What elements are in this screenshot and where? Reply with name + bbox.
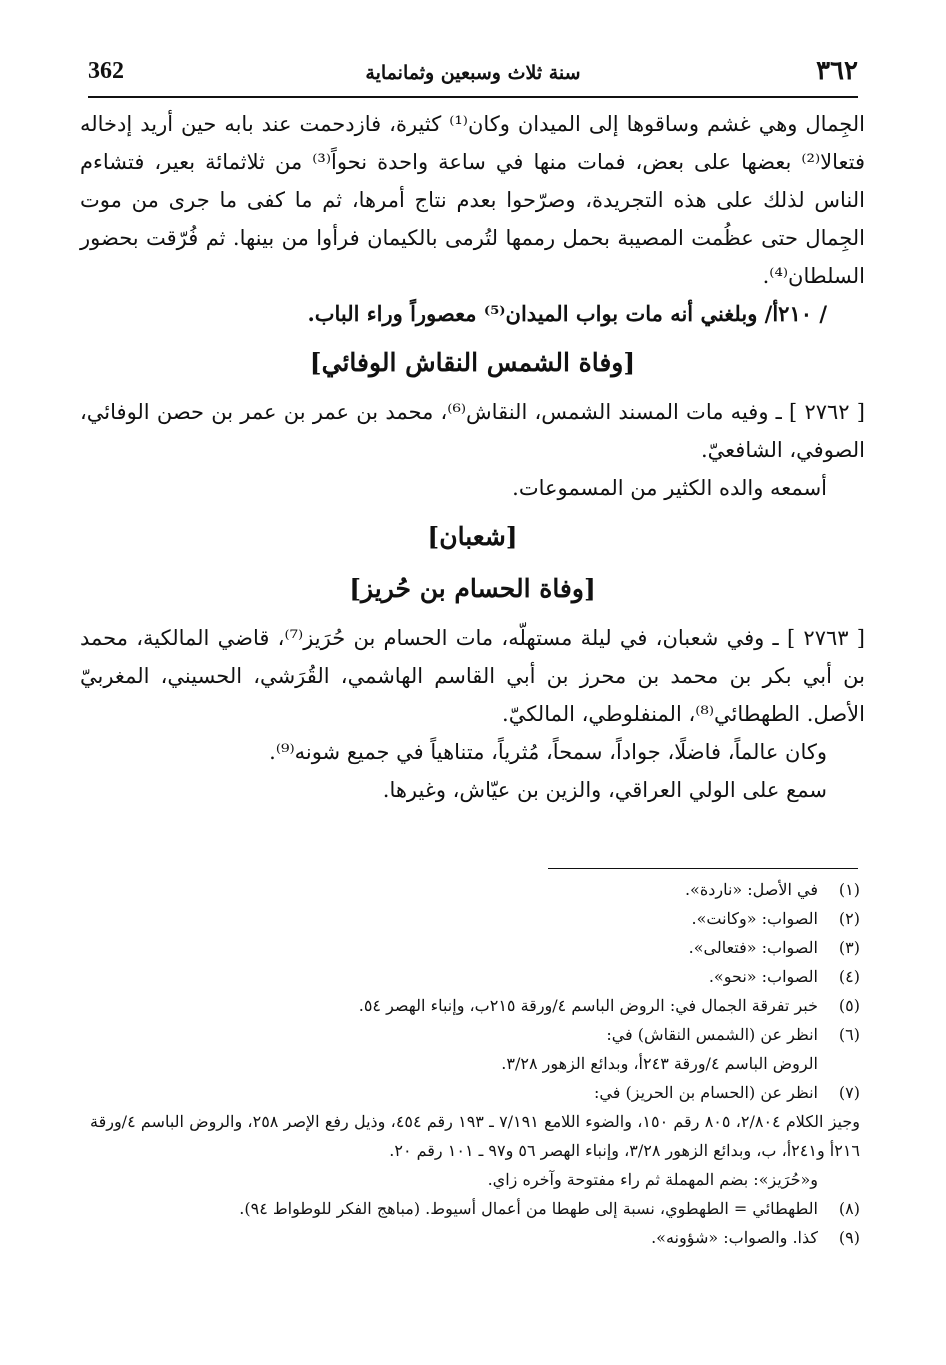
section-heading: [شعبان] xyxy=(427,522,518,551)
footnote-text: كذا. والصواب: «شؤونه». xyxy=(651,1228,818,1247)
footnote xyxy=(90,933,860,962)
footnote-continuation: الروض الباسم ٤/ورقة ٢٤٣أ، وبدائع الزهور ٣/٢٨. xyxy=(501,1054,818,1073)
footnote-number: (١) xyxy=(838,880,860,899)
footnote-continuation: وجيز الكلام ٢/٨٠٤، ٨٠٥ رقم ١٥٠، والضوء اللامع ٧/١٩١ ـ ١٩٣ رقم ٤٥٤، وذيل رفع الإصر ٢٥٨، والروض الباسم ٤/ورقة ٢١٦أ و٢٤١أ، ب، وبدائع الزهور ٣/٢٨، وإنباء الهصر ٥٦ و٩٧ ـ ١٠١ رقم ٢٠. xyxy=(90,1112,861,1160)
footnote-text: في الأصل: «ناردة». xyxy=(684,880,818,899)
footnote xyxy=(90,991,860,1020)
footnote-text: خبر تفرقة الجمال في: الروض الباسم ٤/ورقة ٢١٥ب، وإنباء الهصر ٥٤. xyxy=(358,996,818,1015)
footnote-number: (٧) xyxy=(838,1083,860,1102)
page-number-arabic: ٣٦٢ xyxy=(816,56,858,86)
footnote-number: (٥) xyxy=(838,996,860,1015)
footnote xyxy=(90,1078,860,1107)
footnote xyxy=(90,904,860,933)
footnote xyxy=(90,1194,860,1223)
main-text xyxy=(80,105,865,809)
paragraph: الجِمال وهي غشم وساقوها إلى الميدان وكان⁽¹⁾ كثيرة، فازدحمت عند بابه حين أريد إدخاله فتعالا⁽²⁾ بعضها على بعض، فمات منها في ساعة واحدة نحواً⁽³⁾ من ثلاثمائة بعير، فتشاءم الناس لذلك على هذه التجريدة، وصرّحوا بعدم نتاج أمرها، ثم ما كفى ما جرى من موت الجِمال حتى عظُمت المصيبة بحمل رممها لتُرمى بالكيمان فرأوا من بينها. ثم فُرّقت بحضور السلطان⁽⁴⁾. xyxy=(80,112,866,288)
footnote-text: الصواب: «نحو». xyxy=(708,967,818,986)
footnote-number: (٤) xyxy=(838,967,860,986)
footnote-number: (٩) xyxy=(838,1228,860,1247)
page-number-latin: 362 xyxy=(88,58,124,84)
footnote-text: انظر عن (الحسام بن الحريز) في: xyxy=(594,1083,818,1102)
footnote-number: (٣) xyxy=(838,938,860,957)
footnote-text: الطهطائي = الطهطوي، نسبة إلى طهطا من أعمال أسيوط. (مباهج الفكر للوطواط ٩٤). xyxy=(239,1199,818,1218)
footnote-continuation: و«حُرَيز»: بضم المهملة ثم راء مفتوحة وآخره زاي. xyxy=(487,1170,818,1189)
footnote xyxy=(90,1223,860,1252)
biography-entry: [ ٢٧٦٣ ] ـ وفي شعبان، في ليلة مستهلّه، مات الحسام بن حُرَيز⁽⁷⁾، قاضي المالكية، محمد بن أبي بكر بن محمد بن محرز بن أبي القاسم الهاشمي، القُرَشي، الحسيني، المغربيّ الأصل. الطهطائي⁽⁸⁾، المنفلوطي، المالكيّ. xyxy=(80,626,866,726)
footnote-number: (٨) xyxy=(838,1199,860,1218)
running-title: سنة ثلاث وسبعين وثمانماية xyxy=(365,62,581,84)
paragraph: / ٢١٠أ/ وبلغني أنه مات بواب الميدان⁽⁵⁾ معصوراً وراء الباب. xyxy=(307,301,827,326)
footnote-text: الصواب: «فتعالى». xyxy=(688,938,818,957)
footnote xyxy=(90,875,860,904)
footnote-number: (٢) xyxy=(838,909,860,928)
page-header xyxy=(88,56,858,98)
paragraph: وكان عالماً، فاضلًا، جواداً، سمحاً، مُثرياً، متناهياً في جميع شونه⁽⁹⁾. xyxy=(269,740,827,764)
biography-entry: [ ٢٧٦٢ ] ـ وفيه مات المسند الشمس، النقاش⁽⁶⁾، محمد بن عمر بن عمر بن حصن الوفائي، الصوفي، الشافعيّ. xyxy=(80,400,865,462)
paragraph: سمع على الولي العراقي، والزين بن عيّاش، وغيرها. xyxy=(382,778,827,802)
section-heading: [وفاة الحسام بن حُريز] xyxy=(349,574,596,603)
footnote-text: انظر عن (الشمس النقاش) في: xyxy=(606,1025,818,1044)
footnote-text: الصواب: «وكانت». xyxy=(691,909,818,928)
footnote xyxy=(90,962,860,991)
footnote xyxy=(90,1020,860,1049)
footnotes xyxy=(90,875,860,1252)
section-heading: [وفاة الشمس النقاش الوفائي] xyxy=(309,348,636,377)
paragraph: أسمعه والده الكثير من المسموعات. xyxy=(512,476,827,500)
footnote-number: (٦) xyxy=(838,1025,860,1044)
footnote-separator xyxy=(548,868,858,869)
